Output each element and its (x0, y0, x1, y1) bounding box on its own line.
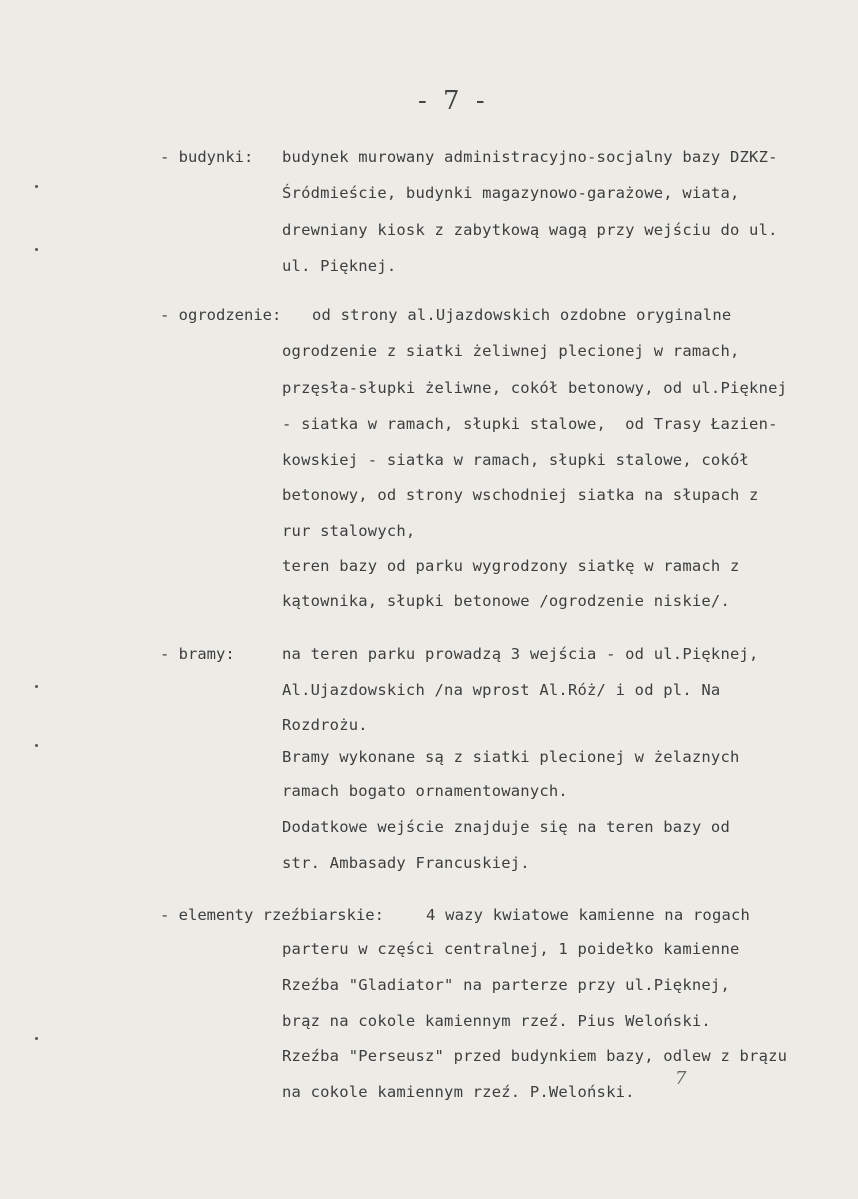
section-label-budynki: - budynki: (160, 148, 254, 166)
margin-dot (35, 685, 38, 688)
handwritten-note: 7 (675, 1068, 687, 1089)
margin-dot (35, 1037, 38, 1040)
ogrodzenie-line-9: kątownika, słupki betonowe /ogrodzenie niskie/. (282, 592, 730, 610)
bramy-line-4: Bramy wykonane są z siatki plecionej w żelaznych (282, 748, 740, 766)
bramy-line-5: ramach bogato ornamentowanych. (282, 782, 568, 800)
elementy-line-2: parteru w części centralnej, 1 poidełko kamienne (282, 940, 740, 958)
margin-dot (35, 248, 38, 251)
bramy-line-6: Dodatkowe wejście znajduje się na teren bazy od (282, 818, 730, 836)
ogrodzenie-line-5: kowskiej - siatka w ramach, słupki stalowe, cokół (282, 451, 750, 469)
elementy-line-5: Rzeźba "Perseusz" przed budynkiem bazy, odlew z brązu (282, 1047, 788, 1065)
bramy-line-7: str. Ambasady Francuskiej. (282, 854, 530, 872)
section-label-elementy: - elementy rzeźbiarskie: (160, 906, 384, 924)
section-label-bramy: - bramy: (160, 645, 235, 663)
ogrodzenie-line-6: betonowy, od strony wschodniej siatka na słupach z (282, 486, 759, 504)
ogrodzenie-line-7: rur stalowych, (282, 522, 416, 540)
bramy-line-3: Rozdrożu. (282, 716, 368, 734)
bramy-line-2: Al.Ujazdowskich /na wprost Al.Róż/ i od pl. Na (282, 681, 721, 699)
section-label-ogrodzenie: - ogrodzenie: (160, 306, 282, 324)
elementy-line-6: na cokole kamiennym rzeź. P.Weloński. (282, 1083, 635, 1101)
bramy-line-1: na teren parku prowadzą 3 wejścia - od ul.Pięknej, (282, 645, 759, 663)
ogrodzenie-line-3: przęsła-słupki żeliwne, cokół betonowy, od ul.Pięknej (282, 379, 788, 397)
ogrodzenie-line-1: od strony al.Ujazdowskich ozdobne oryginalne (312, 306, 732, 324)
margin-dot (35, 744, 38, 747)
budynki-line-2: Śródmieście, budynki magazynowo-garażowe, wiata, (282, 184, 740, 202)
budynki-line-4: ul. Pięknej. (282, 257, 397, 275)
ogrodzenie-line-4: - siatka w ramach, słupki stalowe, od Trasy Łazien- (282, 415, 778, 433)
budynki-line-3: drewniany kiosk z zabytkową wagą przy wejściu do ul. (282, 221, 778, 239)
elementy-line-4: brąz na cokole kamiennym rzeź. Pius Weloński. (282, 1012, 711, 1030)
margin-dot (35, 185, 38, 188)
elementy-line-1: 4 wazy kwiatowe kamienne na rogach (426, 906, 751, 924)
elementy-line-3: Rzeźba "Gladiator" na parterze przy ul.Pięknej, (282, 976, 730, 994)
page-number: - 7 - (418, 86, 489, 116)
budynki-line-1: budynek murowany administracyjno-socjalny bazy DZKZ- (282, 148, 778, 166)
ogrodzenie-line-8: teren bazy od parku wygrodzony siatkę w ramach z (282, 557, 740, 575)
ogrodzenie-line-2: ogrodzenie z siatki żeliwnej plecionej w ramach, (282, 342, 740, 360)
